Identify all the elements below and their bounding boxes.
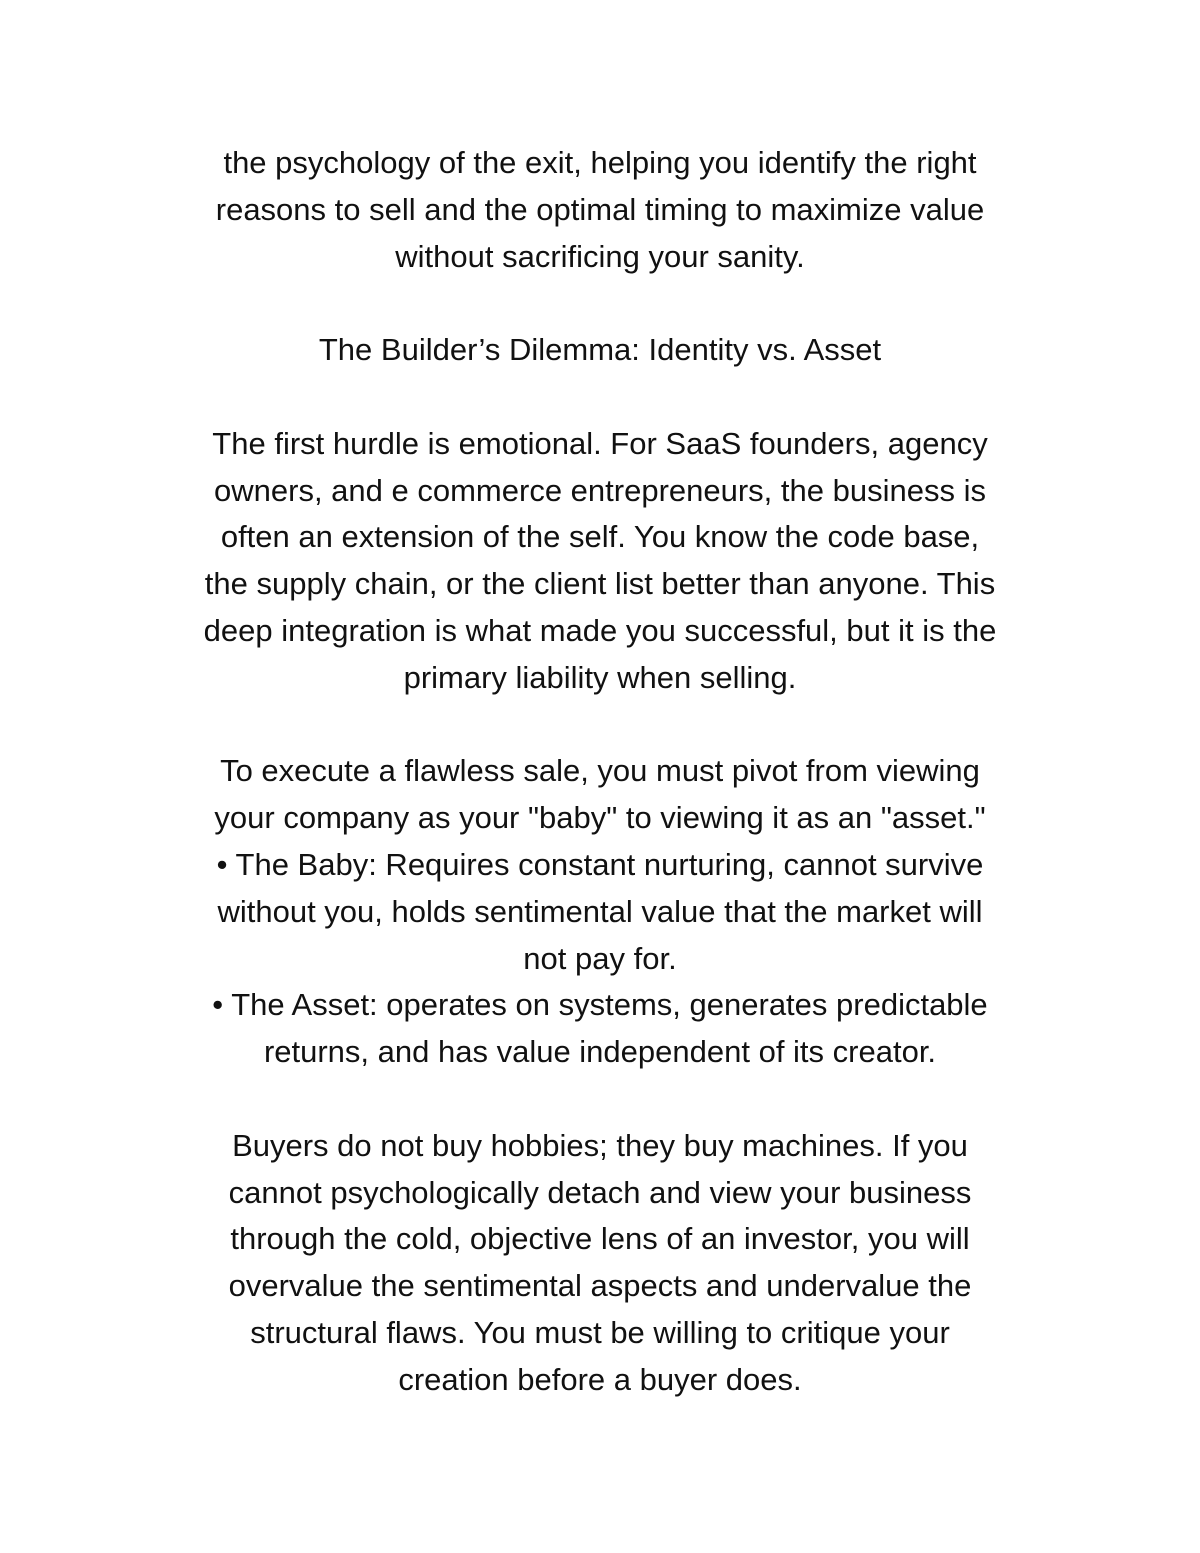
text-line: creation before a buyer does. xyxy=(398,1361,802,1397)
text-line: To execute a flawless sale, you must pivot from viewing xyxy=(220,753,980,789)
text-line: The first hurdle is emotional. For SaaS founders, agency xyxy=(212,425,988,461)
intro-paragraph xyxy=(140,140,1060,280)
identity-paragraph xyxy=(140,421,1060,702)
baby-vs-asset-paragraph xyxy=(140,748,1060,1076)
text-line: returns, and has value independent of its creator. xyxy=(263,1034,937,1070)
section-heading: The Builder’s Dilemma: Identity vs. Asset xyxy=(318,332,882,368)
text-line: your company as your "baby" to viewing it as an "asset." xyxy=(214,800,986,836)
text-line: through the cold, objective lens of an investor, you will xyxy=(230,1221,970,1257)
bullet-asset-line: • The Asset: operates on systems, generates predictable xyxy=(212,987,988,1023)
bullet-baby-line: • The Baby: Requires constant nurturing, cannot survive xyxy=(216,846,984,882)
text-line: owners, and e commerce entrepreneurs, the business is xyxy=(214,472,986,508)
text-line: primary liability when selling. xyxy=(403,659,797,695)
text-line: often an extension of the self. You know the code base, xyxy=(220,519,980,555)
text-line: the supply chain, or the client list better than anyone. This xyxy=(204,566,996,602)
text-line: deep integration is what made you successful, but it is the xyxy=(203,612,997,648)
text-line: reasons to sell and the optimal timing to maximize value xyxy=(215,191,985,227)
buyers-paragraph xyxy=(140,1123,1060,1404)
text-line: overvalue the sentimental aspects and undervalue the xyxy=(228,1268,972,1304)
text-line: not pay for. xyxy=(523,940,677,976)
text-line: Buyers do not buy hobbies; they buy machines. If you xyxy=(232,1127,968,1163)
text-line: the psychology of the exit, helping you identify the right xyxy=(223,145,977,180)
text-line: structural flaws. You must be willing to critique your xyxy=(250,1314,950,1350)
text-line: without sacrificing your sanity. xyxy=(395,238,805,274)
document-page xyxy=(140,140,1060,1450)
text-line: cannot psychologically detach and view your business xyxy=(228,1174,972,1210)
text-line: without you, holds sentimental value that the market will xyxy=(217,893,983,929)
